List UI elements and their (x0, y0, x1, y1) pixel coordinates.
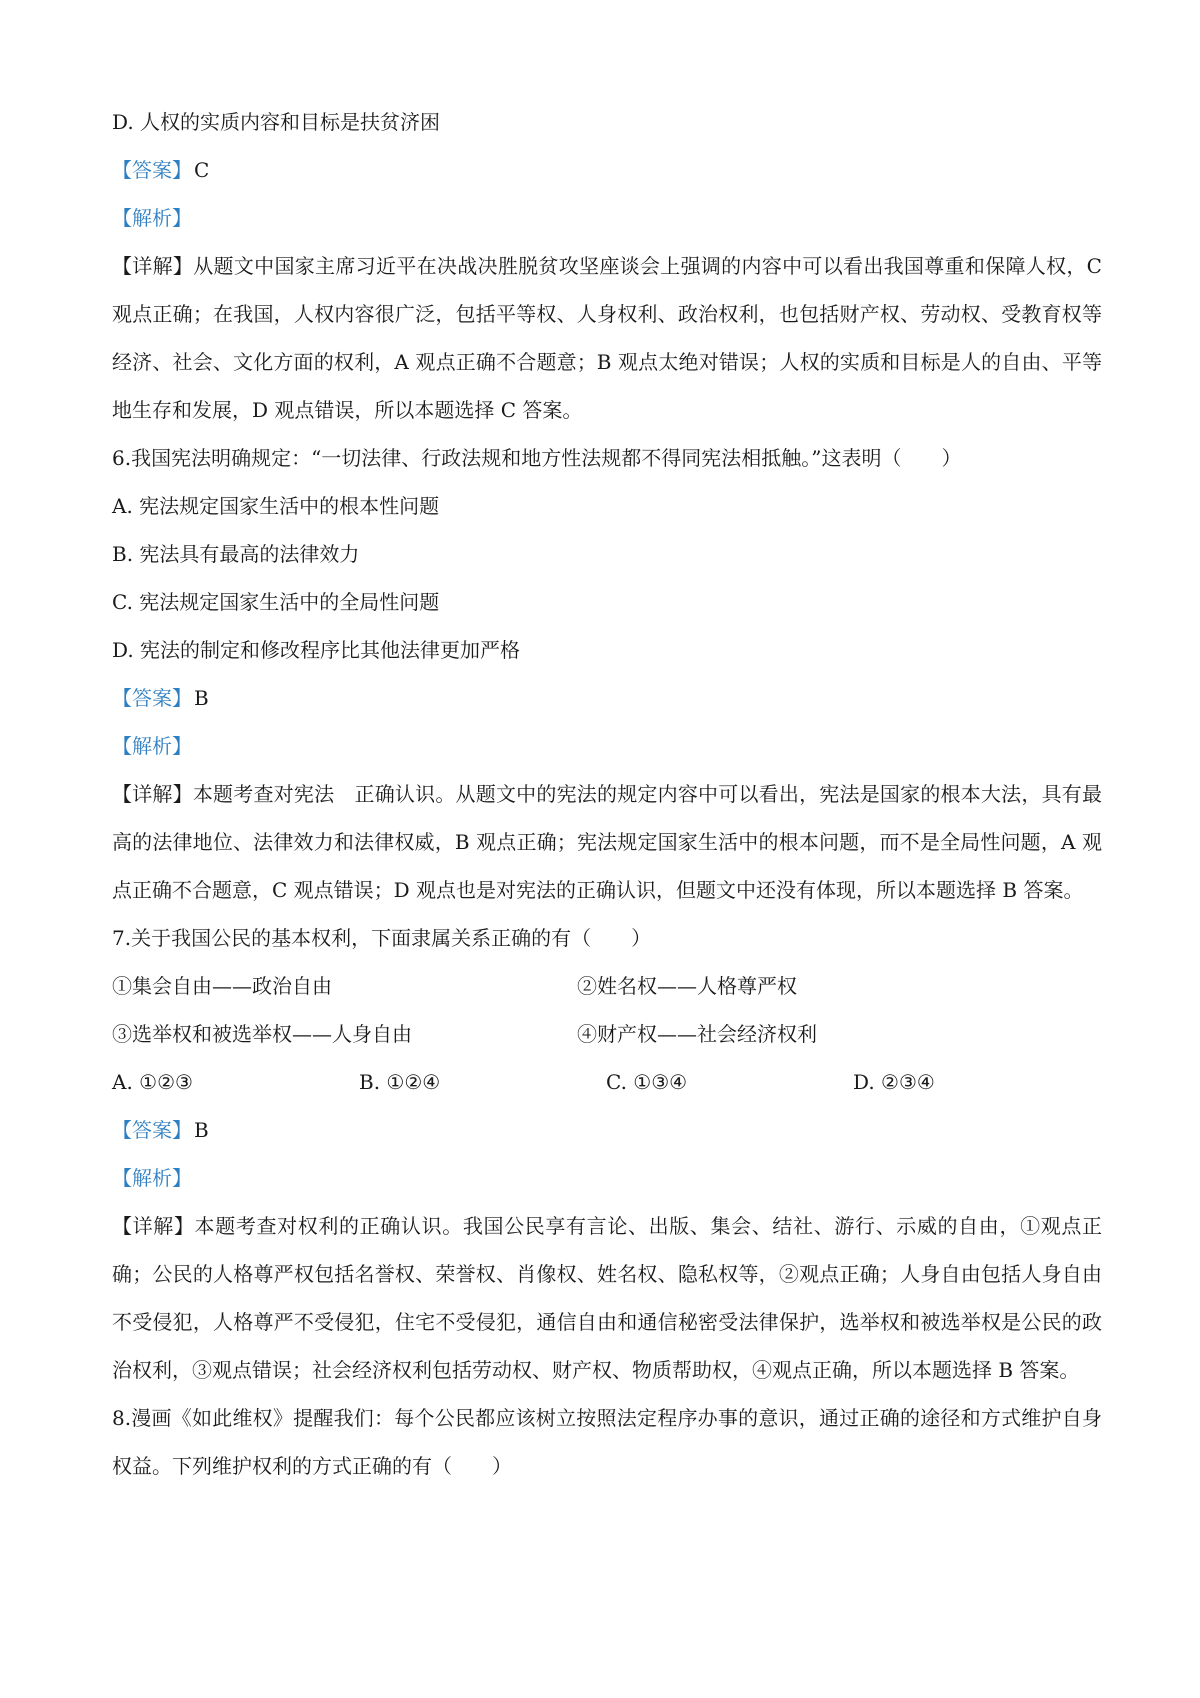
q6-option-b: B. 宪法具有最高的法律效力 (112, 542, 360, 566)
q5-option-d: D. 人权的实质内容和目标是扶贫济困 (112, 110, 441, 134)
q5-analysis-tag (112, 194, 1102, 242)
analysis-tag: 【解析】 (112, 734, 192, 758)
analysis-tag: 【解析】 (112, 206, 192, 230)
q7-items-row-2 (112, 1010, 1102, 1058)
q7-choice-a: A. ①②③ (112, 1070, 193, 1094)
q6-option-a: A. 宪法规定国家生活中的根本性问题 (112, 494, 440, 518)
q6-detail: 【详解】本题考查对宪法 正确认识。从题文中的宪法的规定内容中可以看出，宪法是国家的根本大法，具有最高的法律地位、法律效力和法律权威，B 观点正确；宪法规定国家生活中的根本问题，而不是全局性问题，A 观点正确不合题意，C 观点错误；D 观点也是对宪法的正确认识，但题文中还没有体现，所以本题选择 B 答案。 (112, 782, 1102, 902)
answer-value: B (194, 686, 209, 710)
q7-stem: 7.关于我国公民的基本权利，下面隶属关系正确的有（ ） (112, 926, 652, 950)
q6-analysis-tag (112, 722, 1102, 770)
q7-choice-b: B. ①②④ (359, 1070, 441, 1094)
q7-item-3: ③选举权和被选举权——人身自由 (112, 1022, 412, 1046)
q7-item-4: ④财产权——社会经济权利 (577, 1022, 817, 1046)
q8-stem: 8.漫画《如此维权》提醒我们：每个公民都应该树立按照法定程序办事的意识，通过正确的途径和方式维护自身权益。下列维护权利的方式正确的有（ ） (112, 1406, 1102, 1478)
q6-option-d: D. 宪法的制定和修改程序比其他法律更加严格 (112, 638, 521, 662)
answer-tag: 【答案】 (112, 686, 192, 710)
answer-value: B (194, 1118, 209, 1142)
analysis-tag: 【解析】 (112, 1166, 192, 1190)
q5-detail: 【详解】从题文中国家主席习近平在决战决胜脱贫攻坚座谈会上强调的内容中可以看出我国尊重和保障人权，C 观点正确；在我国，人权内容很广泛，包括平等权、人身权利、政治权利，也包括财产权、劳动权、受教育权等经济、社会、文化方面的权利，A 观点正确不合题意；B 观点太绝对错误；人权的实质和目标是人的自由、平等地生存和发展，D 观点错误，所以本题选择 C 答案。 (112, 254, 1102, 422)
q7-item-1: ①集会自由——政治自由 (112, 974, 332, 998)
q7-analysis-tag (112, 1154, 1102, 1202)
q7-item-2: ②姓名权——人格尊严权 (577, 974, 797, 998)
q7-detail: 【详解】本题考查对权利的正确认识。我国公民享有言论、出版、集会、结社、游行、示威的自由，①观点正确；公民的人格尊严权包括名誉权、荣誉权、肖像权、姓名权、隐私权等，②观点正确；人身自由包括人身自由不受侵犯，人格尊严不受侵犯，住宅不受侵犯，通信自由和通信秘密受法律保护，选举权和被选举权是公民的政治权利，③观点错误；社会经济权利包括劳动权、财产权、物质帮助权，④观点正确，所以本题选择 B 答案。 (112, 1214, 1102, 1382)
q7-items-row-1 (112, 962, 1102, 1010)
document-page (112, 98, 1102, 1490)
q6-stem: 6.我国宪法明确规定：“一切法律、行政法规和地方性法规都不得同宪法相抵触。”这表明（ ） (112, 446, 962, 470)
answer-tag: 【答案】 (112, 1118, 192, 1142)
q7-choices-row (112, 1058, 1102, 1106)
q6-option-c: C. 宪法规定国家生活中的全局性问题 (112, 590, 440, 614)
answer-tag: 【答案】 (112, 158, 192, 182)
q7-choice-c: C. ①③④ (606, 1070, 688, 1094)
q7-answer (112, 1106, 1102, 1154)
answer-value: C (194, 158, 210, 182)
q6-answer (112, 674, 1102, 722)
q5-answer (112, 146, 1102, 194)
q7-choice-d: D. ②③④ (853, 1070, 935, 1094)
